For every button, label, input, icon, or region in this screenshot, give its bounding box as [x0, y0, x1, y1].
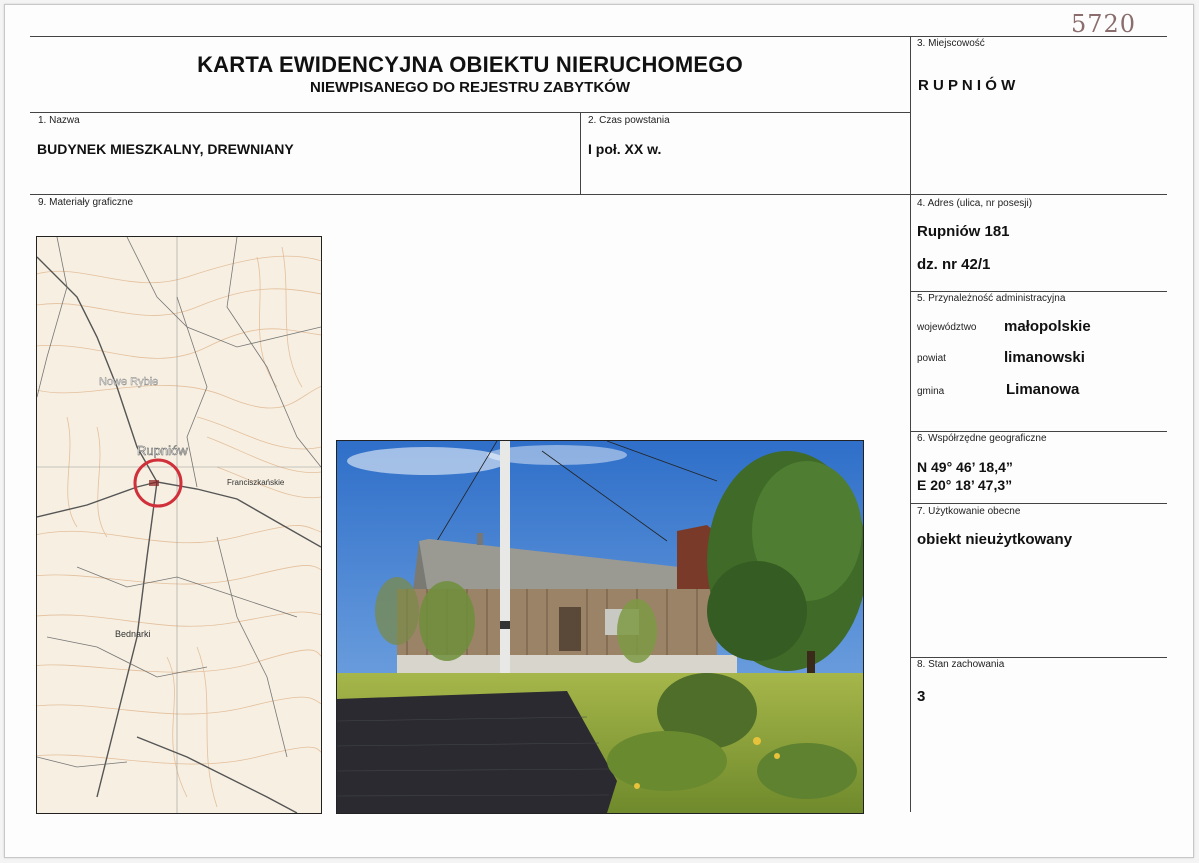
divider-name-date: [580, 112, 581, 194]
przynaleznosc-label: 5. Przynależność administracyjna: [917, 293, 1066, 304]
nazwa-label: 1. Nazwa: [38, 115, 80, 126]
photo-drawing: [337, 441, 863, 813]
wojewodztwo-value: małopolskie: [1004, 318, 1091, 335]
stan-label: 8. Stan zachowania: [917, 659, 1005, 670]
materialy-label: 9. Materiały graficzne: [38, 197, 134, 208]
map-label-bednarki: Bednarki: [115, 629, 151, 639]
handwritten-number: 5720: [1071, 10, 1137, 38]
rule-section-5: [910, 291, 1167, 292]
latitude-value: N 49° 46’ 18,4”: [917, 459, 1013, 475]
map-drawing: [37, 237, 321, 813]
top-rule: [30, 36, 1167, 37]
miejscowosc-value: R U P N I Ó W: [918, 77, 1016, 94]
card-subtitle: NIEWPISANEGO DO REJESTRU ZABYTKÓW: [309, 79, 631, 96]
rule-below-title: [30, 112, 910, 113]
location-map: [36, 236, 322, 814]
adres-line2: dz. nr 42/1: [917, 256, 991, 273]
divider-right-column: [910, 36, 911, 812]
adres-line1: Rupniów 181: [917, 223, 1010, 240]
powiat-value: limanowski: [1004, 349, 1085, 366]
czas-label: 2. Czas powstania: [588, 115, 670, 126]
stan-value: 3: [917, 688, 926, 705]
wojewodztwo-key: województwo: [917, 322, 977, 333]
rule-section-6: [910, 431, 1167, 432]
gmina-key: gmina: [917, 386, 945, 397]
uzytkowanie-label: 7. Użytkowanie obecne: [917, 506, 1021, 517]
rule-below-name: [30, 194, 1167, 195]
nazwa-value: BUDYNEK MIESZKALNY, DREWNIANY: [37, 141, 294, 157]
adres-label: 4. Adres (ulica, nr posesji): [917, 198, 1033, 209]
gmina-value: Limanowa: [1006, 381, 1080, 398]
map-label-rupniow: Rupniów: [137, 443, 188, 458]
powiat-key: powiat: [917, 353, 946, 364]
rule-section-8: [910, 657, 1167, 658]
map-label-franciszkanskie: Franciszkańskie: [227, 478, 285, 487]
card-title: KARTA EWIDENCYJNA OBIEKTU NIERUCHOMEGO: [197, 52, 743, 77]
czas-value: I poł. XX w.: [588, 141, 662, 157]
map-label-nowe-rybie: Nowe Rybie: [99, 376, 159, 388]
rule-section-7: [910, 503, 1167, 504]
miejscowosc-label: 3. Miejscowość: [917, 38, 985, 49]
longitude-value: E 20° 18’ 47,3”: [917, 477, 1013, 493]
wspolrzedne-label: 6. Współrzędne geograficzne: [917, 433, 1047, 444]
uzytkowanie-value: obiekt nieużytkowany: [917, 531, 1073, 548]
building-photo: [336, 440, 864, 814]
